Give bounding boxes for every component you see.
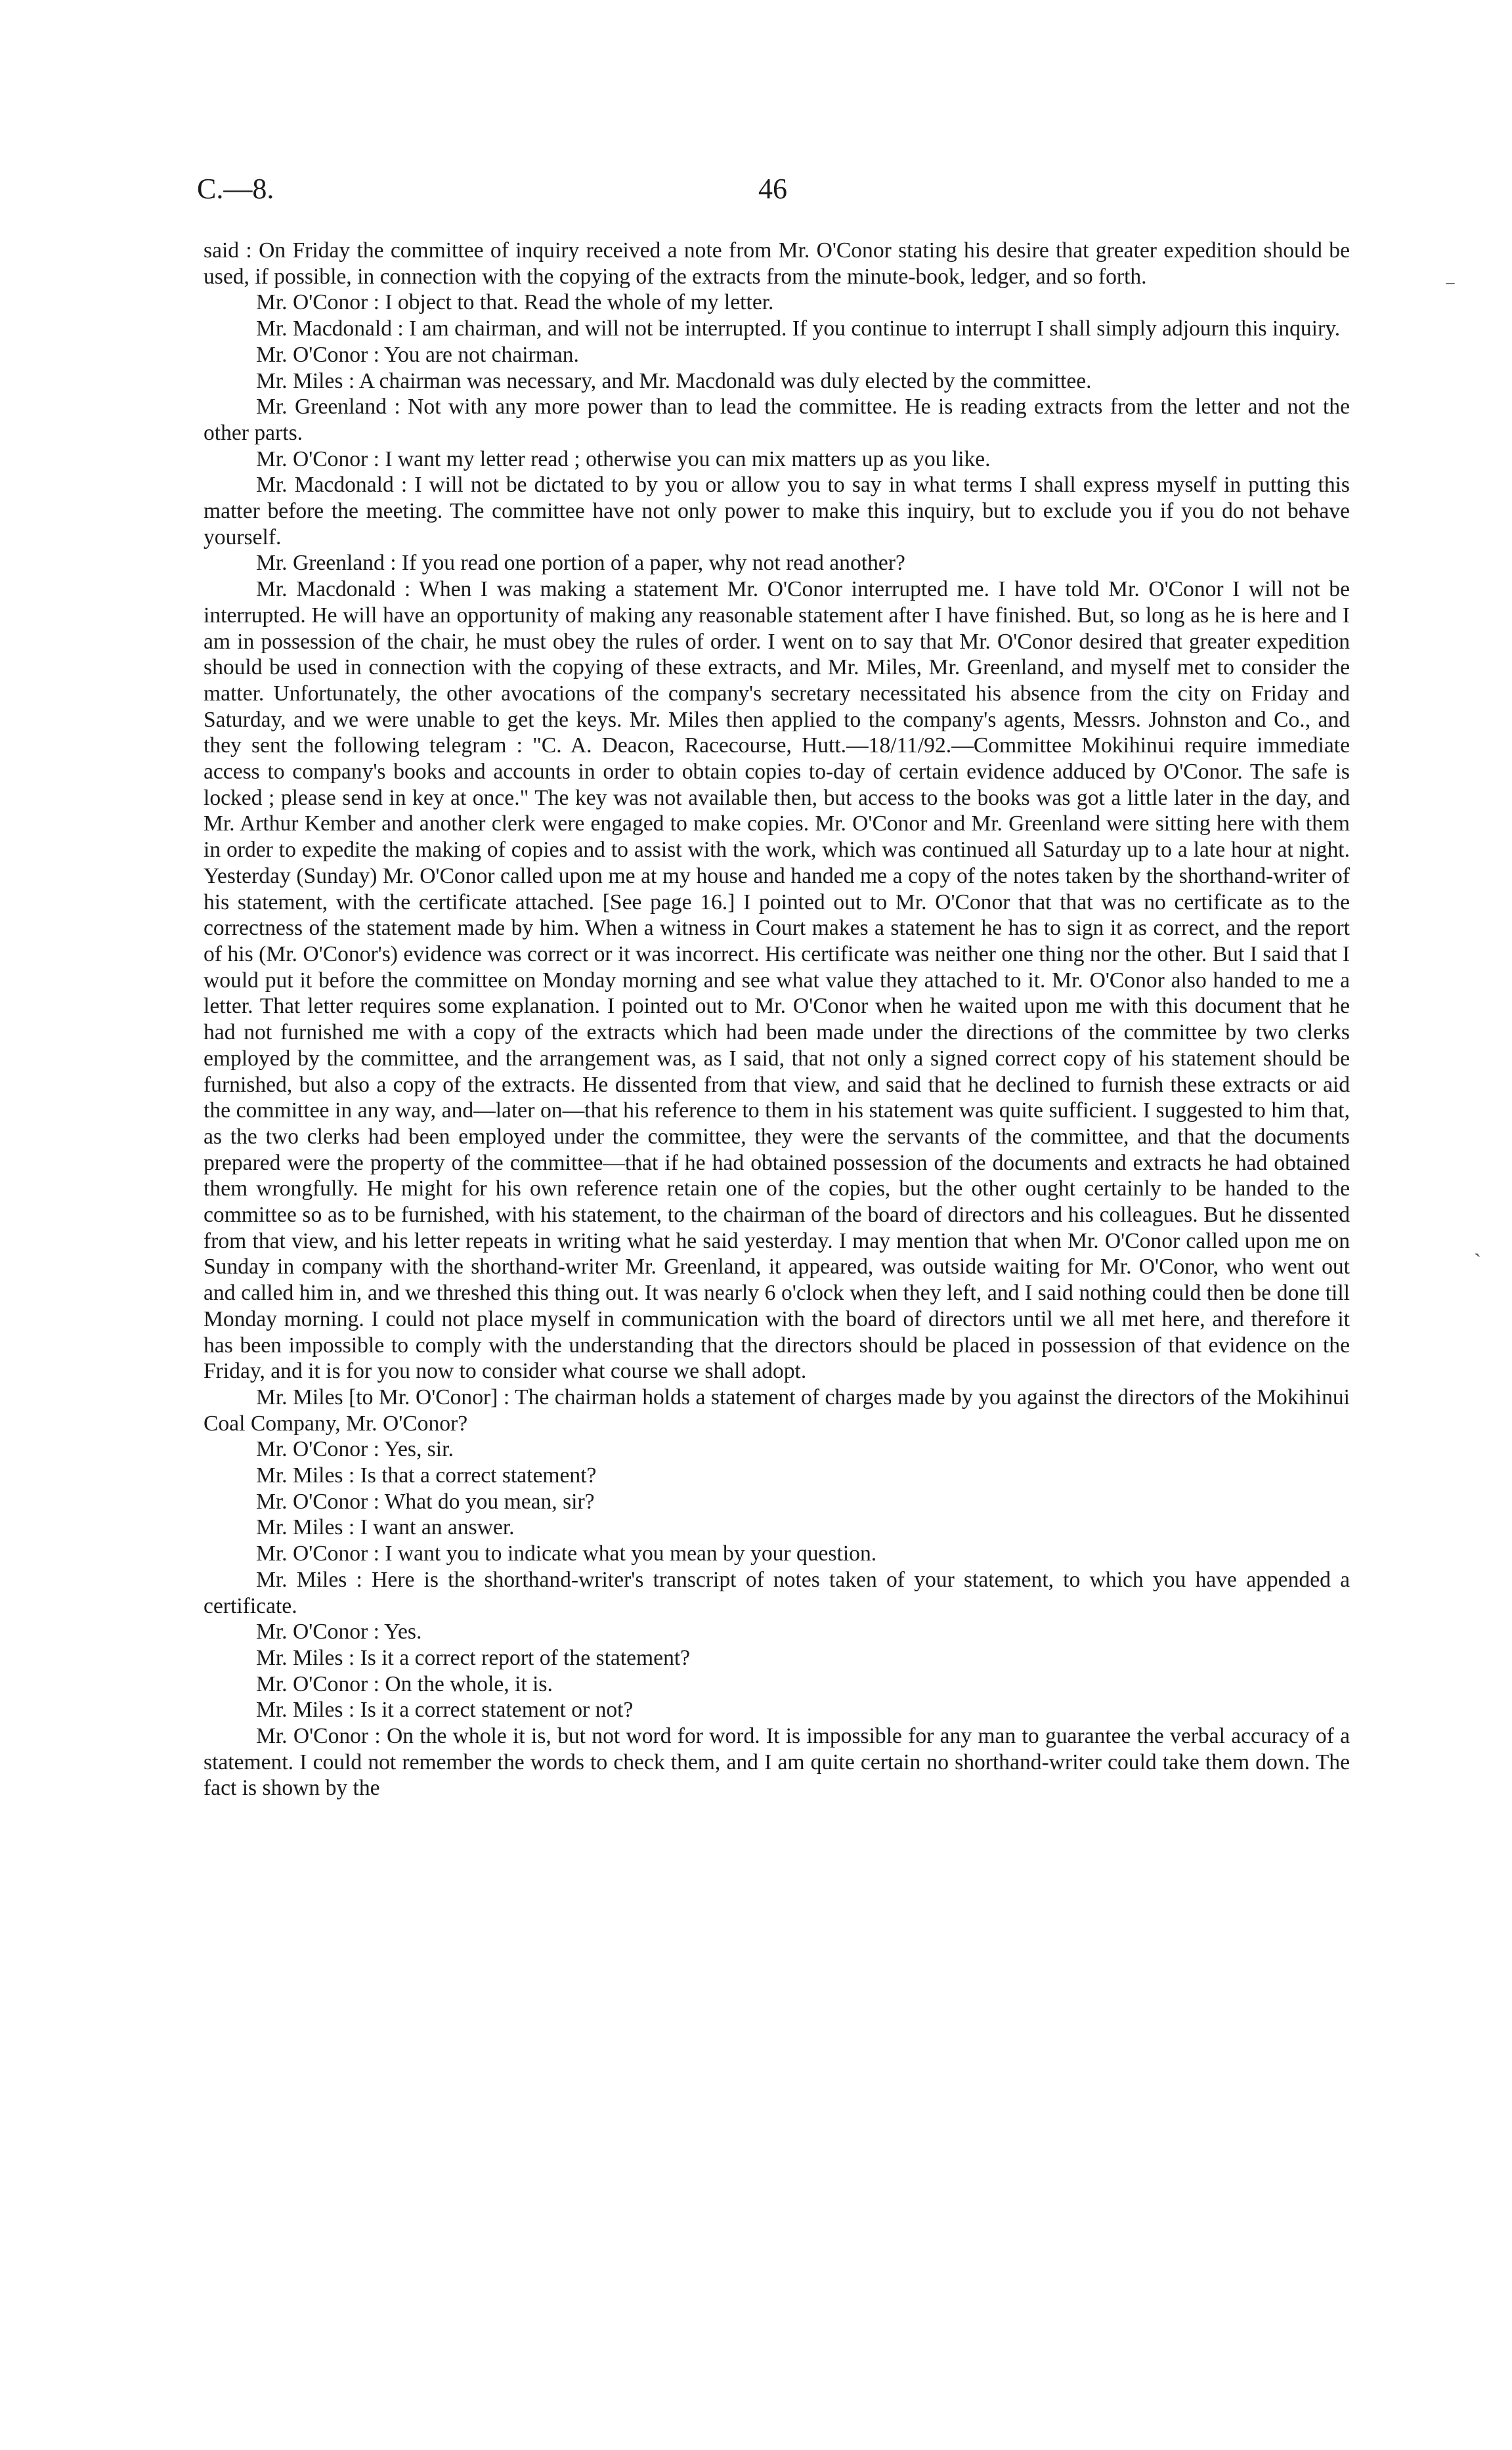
paragraph: Mr. Miles : I want an answer. [256,1515,515,1540]
paragraph: Mr. O'Conor : You are not chairman. [256,342,579,367]
paragraph: Mr. O'Conor : What do you mean, sir? [256,1489,595,1514]
paragraph: Mr. Macdonald : I will not be dictated to by you or allow you to say in what terms I shall express myself in putting this matter before the meeting. The committee have not only power to make this inquiry, but to exclude you if you do not behave yourself. [204,473,1350,549]
document-reference: C.—8. [197,173,274,205]
paragraph: Mr. Miles : Here is the shorthand-writer's transcript of notes taken of your statement, to which you have appended a certificate. [204,1567,1350,1618]
margin-mark: ⁻ [1444,276,1456,300]
page-number: 46 [758,173,787,205]
paragraph: Mr. Macdonald : I am chairman, and will not be interrupted. If you continue to interrupt I shall simply adjourn this inquiry. [256,316,1341,341]
paragraph: Mr. O'Conor : I want my letter read ; otherwise you can mix matters up as you like. [256,446,991,471]
paragraph: Mr. Miles : Is it a correct report of the statement? [256,1645,691,1670]
paragraph: Mr. Miles : A chairman was necessary, and Mr. Macdonald was duly elected by the committee. [256,368,1092,393]
paragraph: Mr. Miles [to Mr. O'Conor] : The chairman holds a statement of charges made by you against the directors of the Mokihinui Coal Company, Mr. O'Conor? [204,1385,1350,1436]
paragraph: said : On Friday the committee of inquiry received a note from Mr. O'Conor stating his desire that greater expedition should be used, if possible, in connection with the copying of the extracts from the minute-book, ledger, and so forth. [204,238,1350,289]
paragraph: Mr. Greenland : Not with any more power than to lead the committee. He is reading extracts from the letter and not the other parts. [204,395,1350,445]
page-header [197,172,1339,211]
paragraph: Mr. O'Conor : Yes. [256,1620,422,1644]
paragraph: Mr. O'Conor : On the whole it is, but not word for word. It is impossible for any man to guarantee the verbal accuracy of a statement. I could not remember the words to check them, and I am quite certain no shorthand-writer could take them down. The fact is shown by the [204,1724,1350,1801]
paragraph: Mr. O'Conor : I want you to indicate what you mean by your question. [256,1541,877,1566]
paragraph: Mr. Miles : Is that a correct statement? [256,1463,597,1488]
paragraph: Mr. Greenland : If you read one portion of a paper, why not read another? [256,551,905,576]
body-text [204,238,1350,1801]
paragraph: Mr. O'Conor : On the whole, it is. [256,1671,553,1696]
paragraph: Mr. O'Conor : I object to that. Read the whole of my letter. [256,290,774,315]
paragraph: Mr. Macdonald : When I was making a statement Mr. O'Conor interrupted me. I have told Mr. O'Conor I will not be interrupted. He will have an opportunity of making any reasonable statement after I have finished. But, so long as he is here and I am in possession of the chair, he must obey the rules of order. I went on to say that Mr. O'Conor desired that greater expedition should be used in connection with the copying of these extracts, and Mr. Miles, Mr. Greenland, and myself met to consider the matter. Unfortunately, the other avocations of the company's secretary necessitated his absence from the city on Friday and Saturday, and we were unable to get the keys. Mr. Miles then applied to the company's agents, Messrs. Johnston and Co., and they sent the following telegram : "C. A. Deacon, Racecourse, Hutt.—18/11/92.—Committee Mokihinui require immediate access to company's books and accounts in order to obtain copies to-day of certain evidence adduced by O'Conor. The safe is locked ; please send in key at once." The key was not available then, but access to the books was got a little later in the day, and Mr. Arthur Kember and another clerk were engaged to make copies. Mr. O'Conor and Mr. Greenland were sitting here with them in order to expedite the making of copies and to assist with the work, which was continued all Saturday up to a late hour at night. Yesterday (Sunday) Mr. O'Conor called upon me at my house and handed me a copy of the notes taken by the shorthand-writer of his statement, with the certificate attached. [See page 16.] I pointed out to Mr. O'Conor that that was no certificate as to the correctness of the statement made by him. When a witness in Court makes a statement he has to sign it as correct, and the report of his (Mr. O'Conor's) evidence was correct or it was incorrect. His certificate was neither one thing nor the other. But I said that I would put it before the committee on Monday morning and see what value they attached to it. Mr. O'Conor also handed to me a letter. That letter requires some explanation. I pointed out to Mr. O'Conor when he waited upon me with this document that he had not furnished me with a copy of the extracts which had been made under the directions of the committee by two clerks employed by the committee, and the arrangement was, as I said, that not only a signed correct copy of his statement should be furnished, but also a copy of the extracts. He dissented from that view, and said that he declined to furnish these extracts or aid the committee in any way, and—later on—that his reference to them in his statement was quite sufficient. I suggested to him that, as the two clerks had been employed under the committee, they were the servants of the committee, and that the documents prepared were the property of the committee—that if he had obtained possession of the documents and extracts he had obtained them wrongfully. He might for his own reference retain one of the copies, but the other ought certainly to be handed to the committee so as to be furnished, with his statement, to the chairman of the board of directors and his colleagues. But he dissented from that view, and his letter repeats in writing what he said yesterday. I may mention that when Mr. O'Conor called upon me on Sunday in company with the shorthand-writer Mr. Greenland, it appeared, was outside waiting for Mr. O'Conor, who went out and called him in, and we threshed this thing out. It was nearly 6 o'clock when they left, and I said nothing could then be done till Monday morning. I could not place myself in communication with the board of directors until we all met here, and therefore it has been impossible to comply with the understanding that the directors should be placed in possession of that evidence on the Friday, and it is for you now to consider what course we shall adopt. [204,577,1350,1384]
paragraph: Mr. Miles : Is it a correct statement or not? [256,1698,634,1723]
margin-mark: ˏ [1474,1233,1482,1257]
paragraph: Mr. O'Conor : Yes, sir. [256,1437,454,1462]
